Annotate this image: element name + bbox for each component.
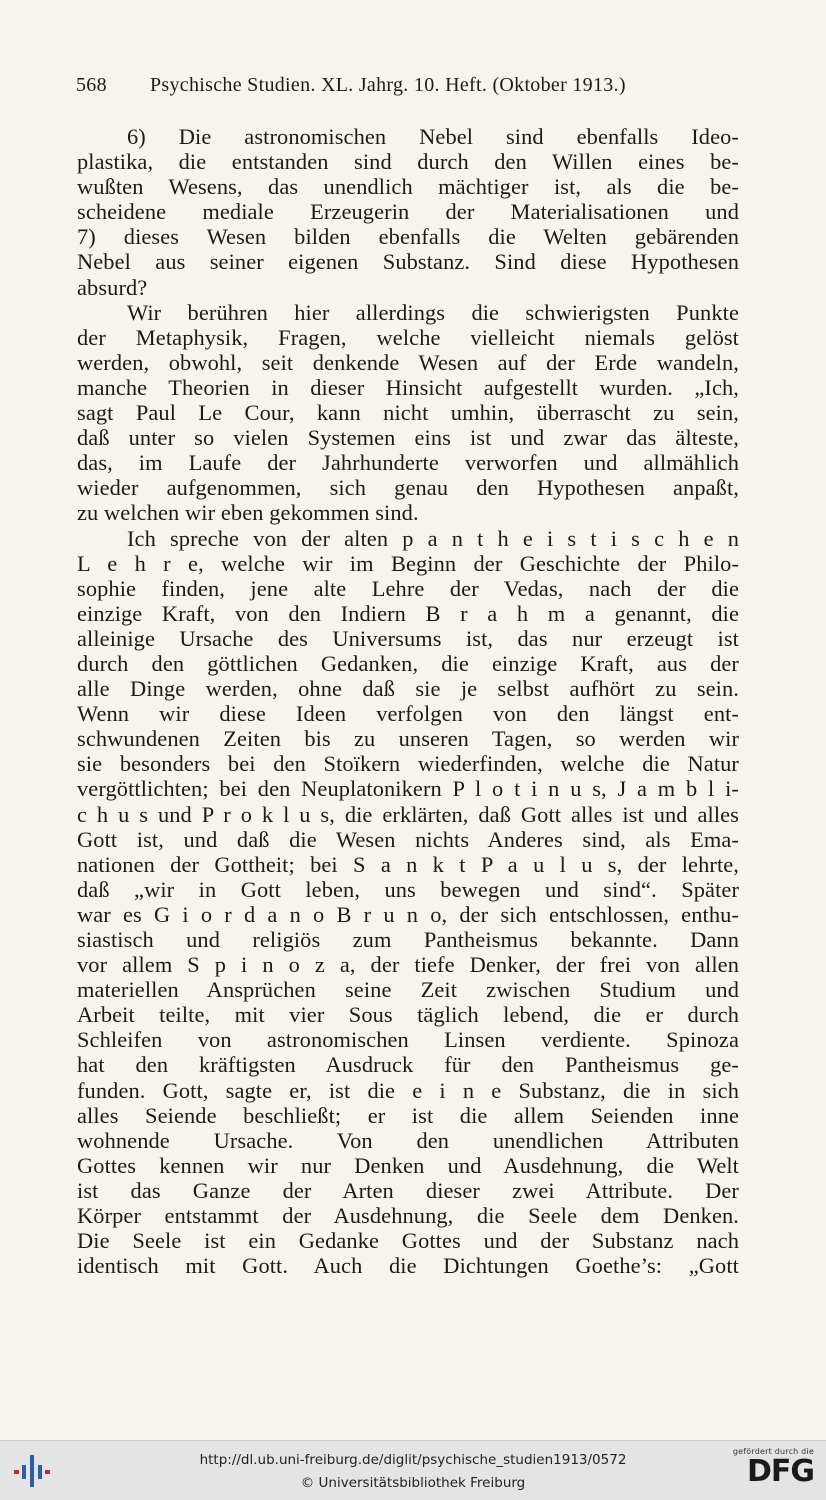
text-line: Arbeit teilte, mit vier Sous täglich lebend, die er durch xyxy=(77,1002,739,1028)
text-line: der Metaphysik, Fragen, welche vielleicht niemals gelöst xyxy=(77,324,739,350)
text-line: sie besonders bei den Stoïkern wiederfinden, welche die Natur xyxy=(77,751,739,777)
text-line: alle Dinge werden, ohne daß sie je selbst aufhört zu sein. xyxy=(77,676,739,702)
text-line: plastika, die entstanden sind durch den Willen eines be- xyxy=(77,149,739,175)
text-line: durch den göttlichen Gedanken, die einzige Kraft, aus der xyxy=(77,650,739,676)
permalink-url[interactable]: http://dl.ub.uni-freiburg.de/diglit/psychische_studien1913/0572 xyxy=(199,1452,627,1468)
text-line: daß „wir in Gott leben, uns bewegen und sind“. Später xyxy=(77,876,739,902)
journal-title: Psychische Studien. XL. Jahrg. 10. Heft. (Oktober 1913.) xyxy=(150,74,626,96)
text-line: das, im Laufe der Jahrhunderte verworfen und allmählich xyxy=(77,450,739,476)
text-line: materiellen Ansprüchen seine Zeit zwischen Studium und xyxy=(77,977,739,1003)
text-line: sagt Paul Le Cour, kann nicht umhin, überrascht zu sein, xyxy=(77,400,739,426)
text-line: Wir berühren hier allerdings die schwierigsten Punkte xyxy=(127,299,739,325)
text-line: 7) dieses Wesen bilden ebenfalls die Welten gebärenden xyxy=(77,224,739,250)
text-line: war es G i o r d a n o B r u n o, der sich entschlossen, enthu- xyxy=(77,901,739,927)
text-line: nationen der Gottheit; bei S a n k t P a u l u s, der lehrte, xyxy=(77,851,739,877)
viewer-footer xyxy=(0,1440,826,1500)
text-line: L e h r e, welche wir im Beginn der Geschichte der Philo- xyxy=(77,550,739,576)
text-line: absurd? xyxy=(77,274,148,300)
text-line: sophie finden, jene alte Lehre der Vedas, nach der die xyxy=(77,575,739,601)
running-head xyxy=(76,74,740,97)
copyright-notice: © Universitätsbibliothek Freiburg xyxy=(300,1475,526,1491)
text-line: ist das Ganze der Arten dieser zwei Attribute. Der xyxy=(77,1177,739,1203)
text-line: Nebel aus seiner eigenen Substanz. Sind diese Hypothesen xyxy=(77,249,739,275)
text-line: hat den kräftigsten Ausdruck für den Pantheismus ge- xyxy=(77,1052,739,1078)
text-line: Schleifen von astronomischen Linsen verdiente. Spinoza xyxy=(77,1027,739,1053)
text-line: daß unter so vielen Systemen eins ist und zwar das älteste, xyxy=(77,425,739,451)
text-line: einzige Kraft, von den Indiern B r a h m a genannt, die xyxy=(77,600,739,626)
text-line: Wenn wir diese Ideen verfolgen von den längst ent- xyxy=(77,701,739,727)
text-line: wohnende Ursache. Von den unendlichen Attributen xyxy=(77,1127,739,1153)
text-line: alleinige Ursache des Universums ist, das nur erzeugt ist xyxy=(77,625,739,651)
text-line: wieder aufgenommen, sich genau den Hypothesen anpaßt, xyxy=(77,475,739,501)
text-line: Die Seele ist ein Gedanke Gottes und der Substanz nach xyxy=(77,1228,739,1254)
text-line: c h u s und P r o k l u s, die erklärten, daß Gott alles ist und alles xyxy=(77,801,739,827)
text-line: Gottes kennen wir nur Denken und Ausdehnung, die Welt xyxy=(77,1152,739,1178)
text-line: 6) Die astronomischen Nebel sind ebenfalls Ideo- xyxy=(127,124,739,149)
body-text xyxy=(77,124,739,1278)
text-line: identisch mit Gott. Auch die Dichtungen Goethe’s: „Gott xyxy=(77,1253,739,1279)
page-number: 568 xyxy=(76,74,107,96)
text-line: zu welchen wir eben gekommen sind. xyxy=(77,500,419,526)
text-line: Gott ist, und daß die Wesen nichts Anderes sind, als Ema- xyxy=(77,826,739,852)
dfg-mark: DFG xyxy=(746,1454,814,1489)
text-line: funden. Gott, sagte er, ist die e i n e Substanz, die in sich xyxy=(77,1077,739,1103)
text-line: schwundenen Zeiten bis zu unseren Tagen, so werden wir xyxy=(77,726,739,752)
text-line: Ich spreche von der alten p a n t h e i s t i s c h e n xyxy=(127,525,739,551)
text-line: scheidene mediale Erzeugerin der Materialisationen und xyxy=(77,199,739,225)
text-line: vor allem S p i n o z a, der tiefe Denker, der frei von allen xyxy=(77,952,739,978)
text-line: werden, obwohl, seit denkende Wesen auf der Erde wandeln, xyxy=(77,349,739,375)
text-line: alles Seiende beschließt; er ist die allem Seienden inne xyxy=(77,1102,739,1128)
text-line: manche Theorien in dieser Hinsicht aufgestellt wurden. „Ich, xyxy=(77,374,739,400)
text-line: vergöttlichten; bei den Neuplatonikern P l o t i n u s, J a m b l i- xyxy=(77,776,739,802)
text-line: wußten Wesens, das unendlich mächtiger ist, als die be- xyxy=(77,174,739,200)
dfg-funding-tag: gefördert durch die xyxy=(732,1447,814,1456)
text-line: Körper entstammt der Ausdehnung, die Seele dem Denken. xyxy=(77,1203,739,1229)
text-line: siastisch und religiös zum Pantheismus bekannte. Dann xyxy=(77,927,739,952)
dfg-logo xyxy=(730,1447,814,1495)
